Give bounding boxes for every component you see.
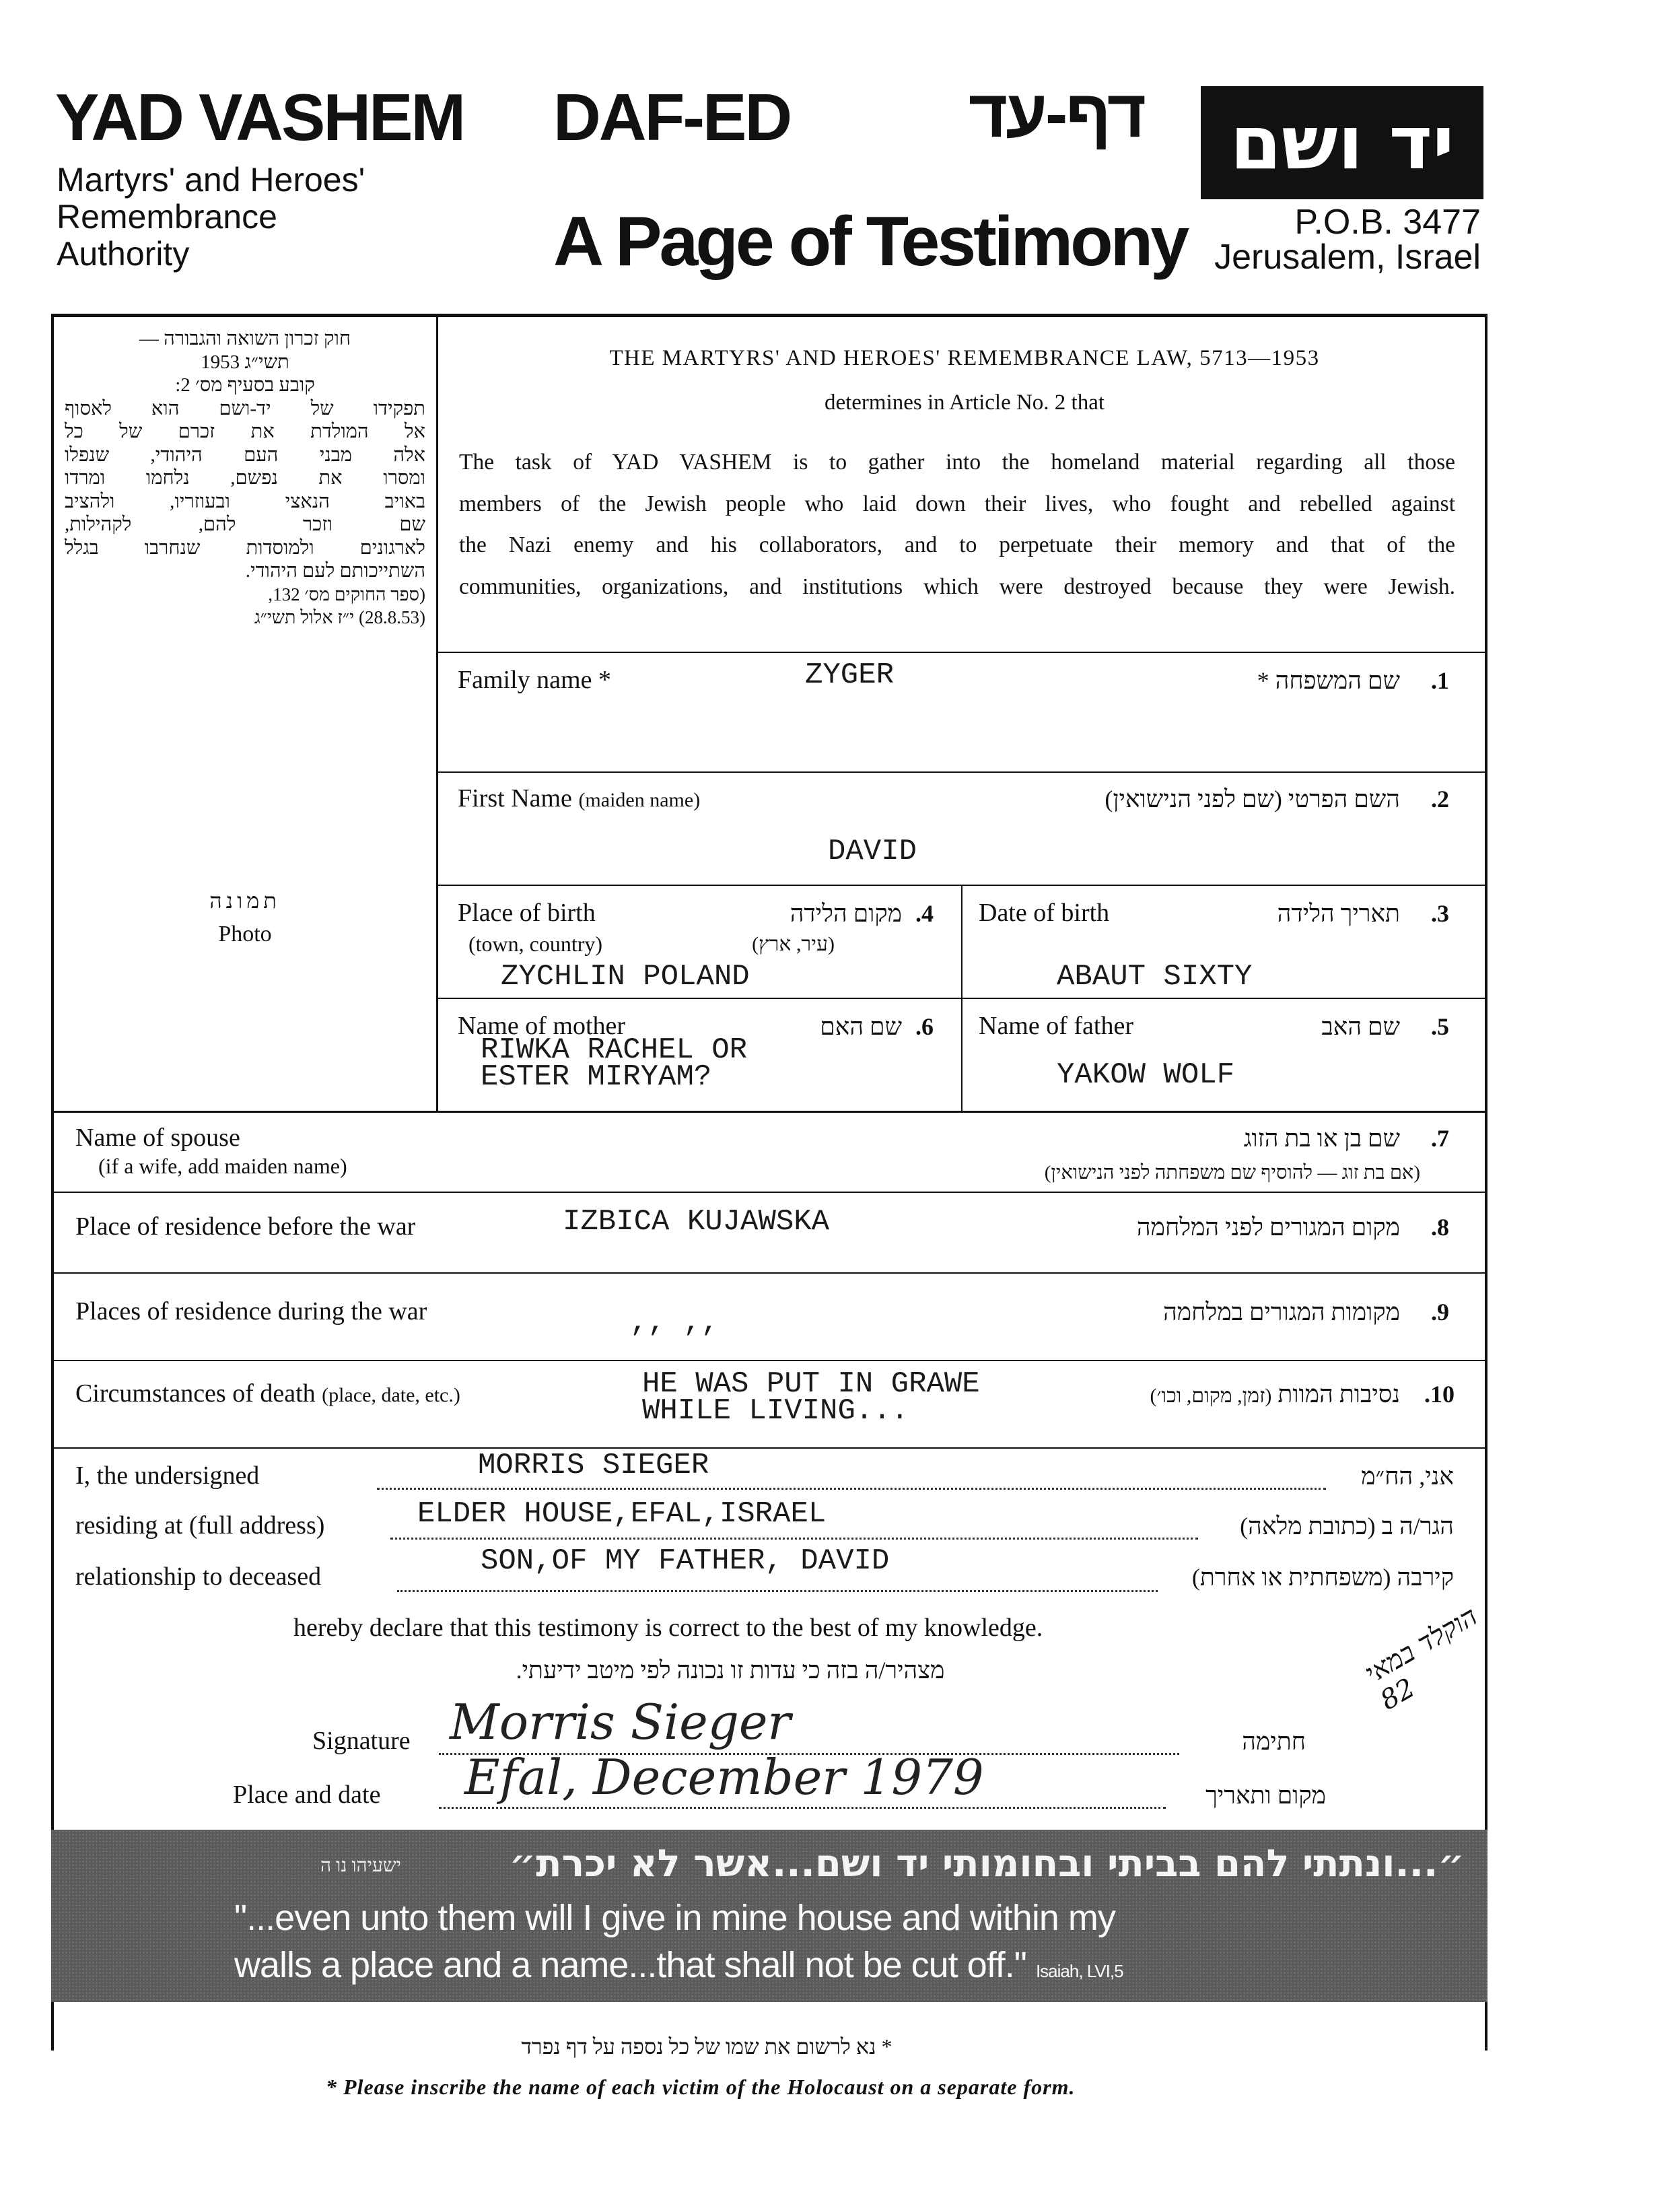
law-text: The task of YAD VASHEM is to gather into the homeland material regarding all those members of the Jewish people who laid down their lives, who fought and rebelled against the Nazi enemy and his collaborators, and to perpetuate their memory and that of the communities, organizations, and institutions which were destroyed because they were Jewish.	[459, 450, 1455, 599]
field-number-4: .4	[915, 900, 934, 927]
signature-value: Morris Sieger	[450, 1694, 791, 1750]
footer-hebrew: * נא לרשום את שמו של כל נספה על דף נפרד	[521, 2034, 893, 2059]
residence-during-value: ,, ,,	[630, 1306, 720, 1340]
banner-hebrew: ״...ונתתי להם בביתי ובחומותי יד ושם...אשר לא יכרת״	[509, 1842, 1465, 1886]
place-of-birth-value: ZYCHLIN POLAND	[501, 960, 750, 994]
place-date-label: Place and date	[233, 1781, 381, 1809]
field-number-7: .7	[1431, 1125, 1449, 1152]
banner-english-1: "...even unto them will I give in mine house and within my	[234, 1898, 1115, 1938]
pob: P.O.B. 3477	[1294, 203, 1481, 242]
logo-text: יד ושם	[1230, 100, 1455, 186]
declare-hebrew: מצהיר/ה בזה כי עדות זו נכונה לפי מיטב ידיעתי.	[516, 1657, 945, 1684]
first-name-value: DAVID	[828, 835, 917, 868]
relation-hebrew: קירבה (משפחתית או אחרת)	[1191, 1564, 1454, 1591]
signature-hebrew: חתימה	[1242, 1728, 1306, 1755]
mother-value: RIWKA RACHEL OR ESTER MIRYAM?	[481, 1033, 748, 1094]
photo-hebrew: תמונה	[209, 889, 281, 913]
law-hebrew: חוק זכרון השואה והגבורה — תשי״ג 1953 קובע בסעיף מס׳ 2: תפקידו של יד-ושם הוא לאסוף אל המולדת את זכרם של כל אלה מבני העם היהודי, שנפלו ומסרו את נפשם, נלחמו ומרדו באויב הנאצי ובעוזריו, ולהציב שם וזכר להם, לקהילות, לארגונים ולמוסדות שנחרבו בגלל השתייכותם לעם היהודי. (ספר החוקים מס׳ 132, (28.8.53) י״ז אלול תשי״ג	[65, 328, 425, 627]
field-number-10: .10	[1424, 1381, 1455, 1408]
relation-label: relationship to deceased	[75, 1562, 322, 1591]
form-title: A Page of Testimony	[553, 203, 1187, 281]
place-of-birth-hebrew-note: (עיר, ארץ)	[752, 933, 835, 955]
field-number-8: .8	[1431, 1214, 1449, 1241]
first-name-label: First Name (maiden name)	[458, 784, 701, 813]
undersigned-hebrew: אני, הח״מ	[1361, 1463, 1454, 1490]
field-number-3: .3	[1431, 900, 1449, 927]
death-label: Circumstances of death (place, date, etc.)	[75, 1379, 460, 1408]
spouse-hebrew-note: (אם בת זוג — להוסיף שם משפחתה לפני הנישואין)	[1044, 1162, 1420, 1183]
form-name: DAF-ED	[553, 80, 791, 154]
banner-hebrew-ref: ישעיהו נו ה	[320, 1855, 401, 1876]
field-number-1: .1	[1431, 667, 1449, 694]
margin-note: הוקלד במאי 82	[1360, 1600, 1483, 1717]
spouse-label: Name of spouse	[75, 1124, 240, 1152]
law-title: THE MARTYRS' AND HEROES' REMEMBRANCE LAW, 5713—1953	[609, 346, 1320, 370]
address-label: residing at (full address)	[75, 1511, 325, 1540]
field-number-5: .5	[1431, 1013, 1449, 1040]
father-label: Name of father	[979, 1012, 1133, 1040]
field-number-9: .9	[1431, 1299, 1449, 1325]
banner-english-2: walls a place and a name...that shall not be cut off." Isaiah, LVI,5	[234, 1945, 1123, 1985]
footer-english: * Please inscribe the name of each victim of the Holocaust on a separate form.	[326, 2075, 1076, 2099]
spouse-note: (if a wife, add maiden name)	[98, 1154, 347, 1178]
field-number-6: .6	[915, 1013, 934, 1040]
death-hebrew: נסיבות המוות (זמן, מקום, וכו׳)	[1150, 1381, 1400, 1408]
place-of-birth-label: Place of birth	[458, 899, 596, 927]
law-subtitle: determines in Article No. 2 that	[824, 390, 1105, 415]
date-of-birth-value: ABAUT SIXTY	[1057, 960, 1253, 994]
residence-during-hebrew: מקומות המגורים במלחמה	[1163, 1299, 1400, 1325]
form-name-hebrew: דף-עד	[968, 76, 1144, 151]
residence-during-label: Places of residence during the war	[75, 1297, 427, 1325]
field-number-2: .2	[1431, 786, 1449, 813]
declare-english: hereby declare that this testimony is correct to the best of my knowledge.	[293, 1614, 1043, 1642]
photo-label: Photo	[218, 922, 272, 946]
logo-box	[1201, 86, 1483, 199]
relation-value: SON,OF MY FATHER, DAVID	[481, 1544, 890, 1578]
place-of-birth-note: (town, country)	[468, 932, 603, 956]
first-name-hebrew: השם הפרטי (שם לפני הנישואין)	[1105, 786, 1400, 813]
spouse-hebrew: שם בן או בת הזוג	[1243, 1125, 1400, 1152]
address-hebrew: הגר/ה ב (כתובת מלאה)	[1240, 1513, 1454, 1540]
residence-before-hebrew: מקום המגורים לפני המלחמה	[1136, 1214, 1400, 1241]
death-value: HE WAS PUT IN GRAWE WHILE LIVING...	[642, 1367, 980, 1428]
date-of-birth-hebrew: תאריך הלידה	[1277, 900, 1400, 927]
family-name-value: ZYGER	[805, 658, 895, 692]
signature-label: Signature	[312, 1727, 411, 1755]
undersigned-label: I, the undersigned	[75, 1461, 260, 1490]
residence-before-value: IZBICA KUJAWSKA	[563, 1205, 830, 1239]
org-name: YAD VASHEM	[55, 80, 464, 154]
undersigned-value: MORRIS SIEGER	[478, 1449, 709, 1482]
family-name-label: Family name *	[458, 666, 611, 694]
address-value: ELDER HOUSE,EFAL,ISRAEL	[417, 1497, 827, 1531]
quote-banner	[51, 1830, 1488, 2002]
org-subtitle: Martyrs' and Heroes' Remembrance Authority	[57, 161, 365, 273]
mother-label: Name of mother	[458, 1012, 626, 1040]
place-date-value: Efal, December 1979	[464, 1749, 984, 1805]
family-name-hebrew: שם המשפחה *	[1257, 667, 1400, 694]
father-value: YAKOW WOLF	[1057, 1058, 1235, 1092]
photo-area	[65, 889, 425, 947]
date-of-birth-label: Date of birth	[979, 899, 1110, 927]
mother-hebrew: שם האם	[820, 1013, 902, 1040]
father-hebrew: שם האב	[1321, 1013, 1400, 1040]
place-of-birth-hebrew: מקום הלידה	[790, 900, 902, 927]
place-date-hebrew: מקום ותאריך	[1205, 1782, 1326, 1809]
city: Jerusalem, Israel	[1214, 238, 1481, 277]
residence-before-label: Place of residence before the war	[75, 1212, 416, 1241]
